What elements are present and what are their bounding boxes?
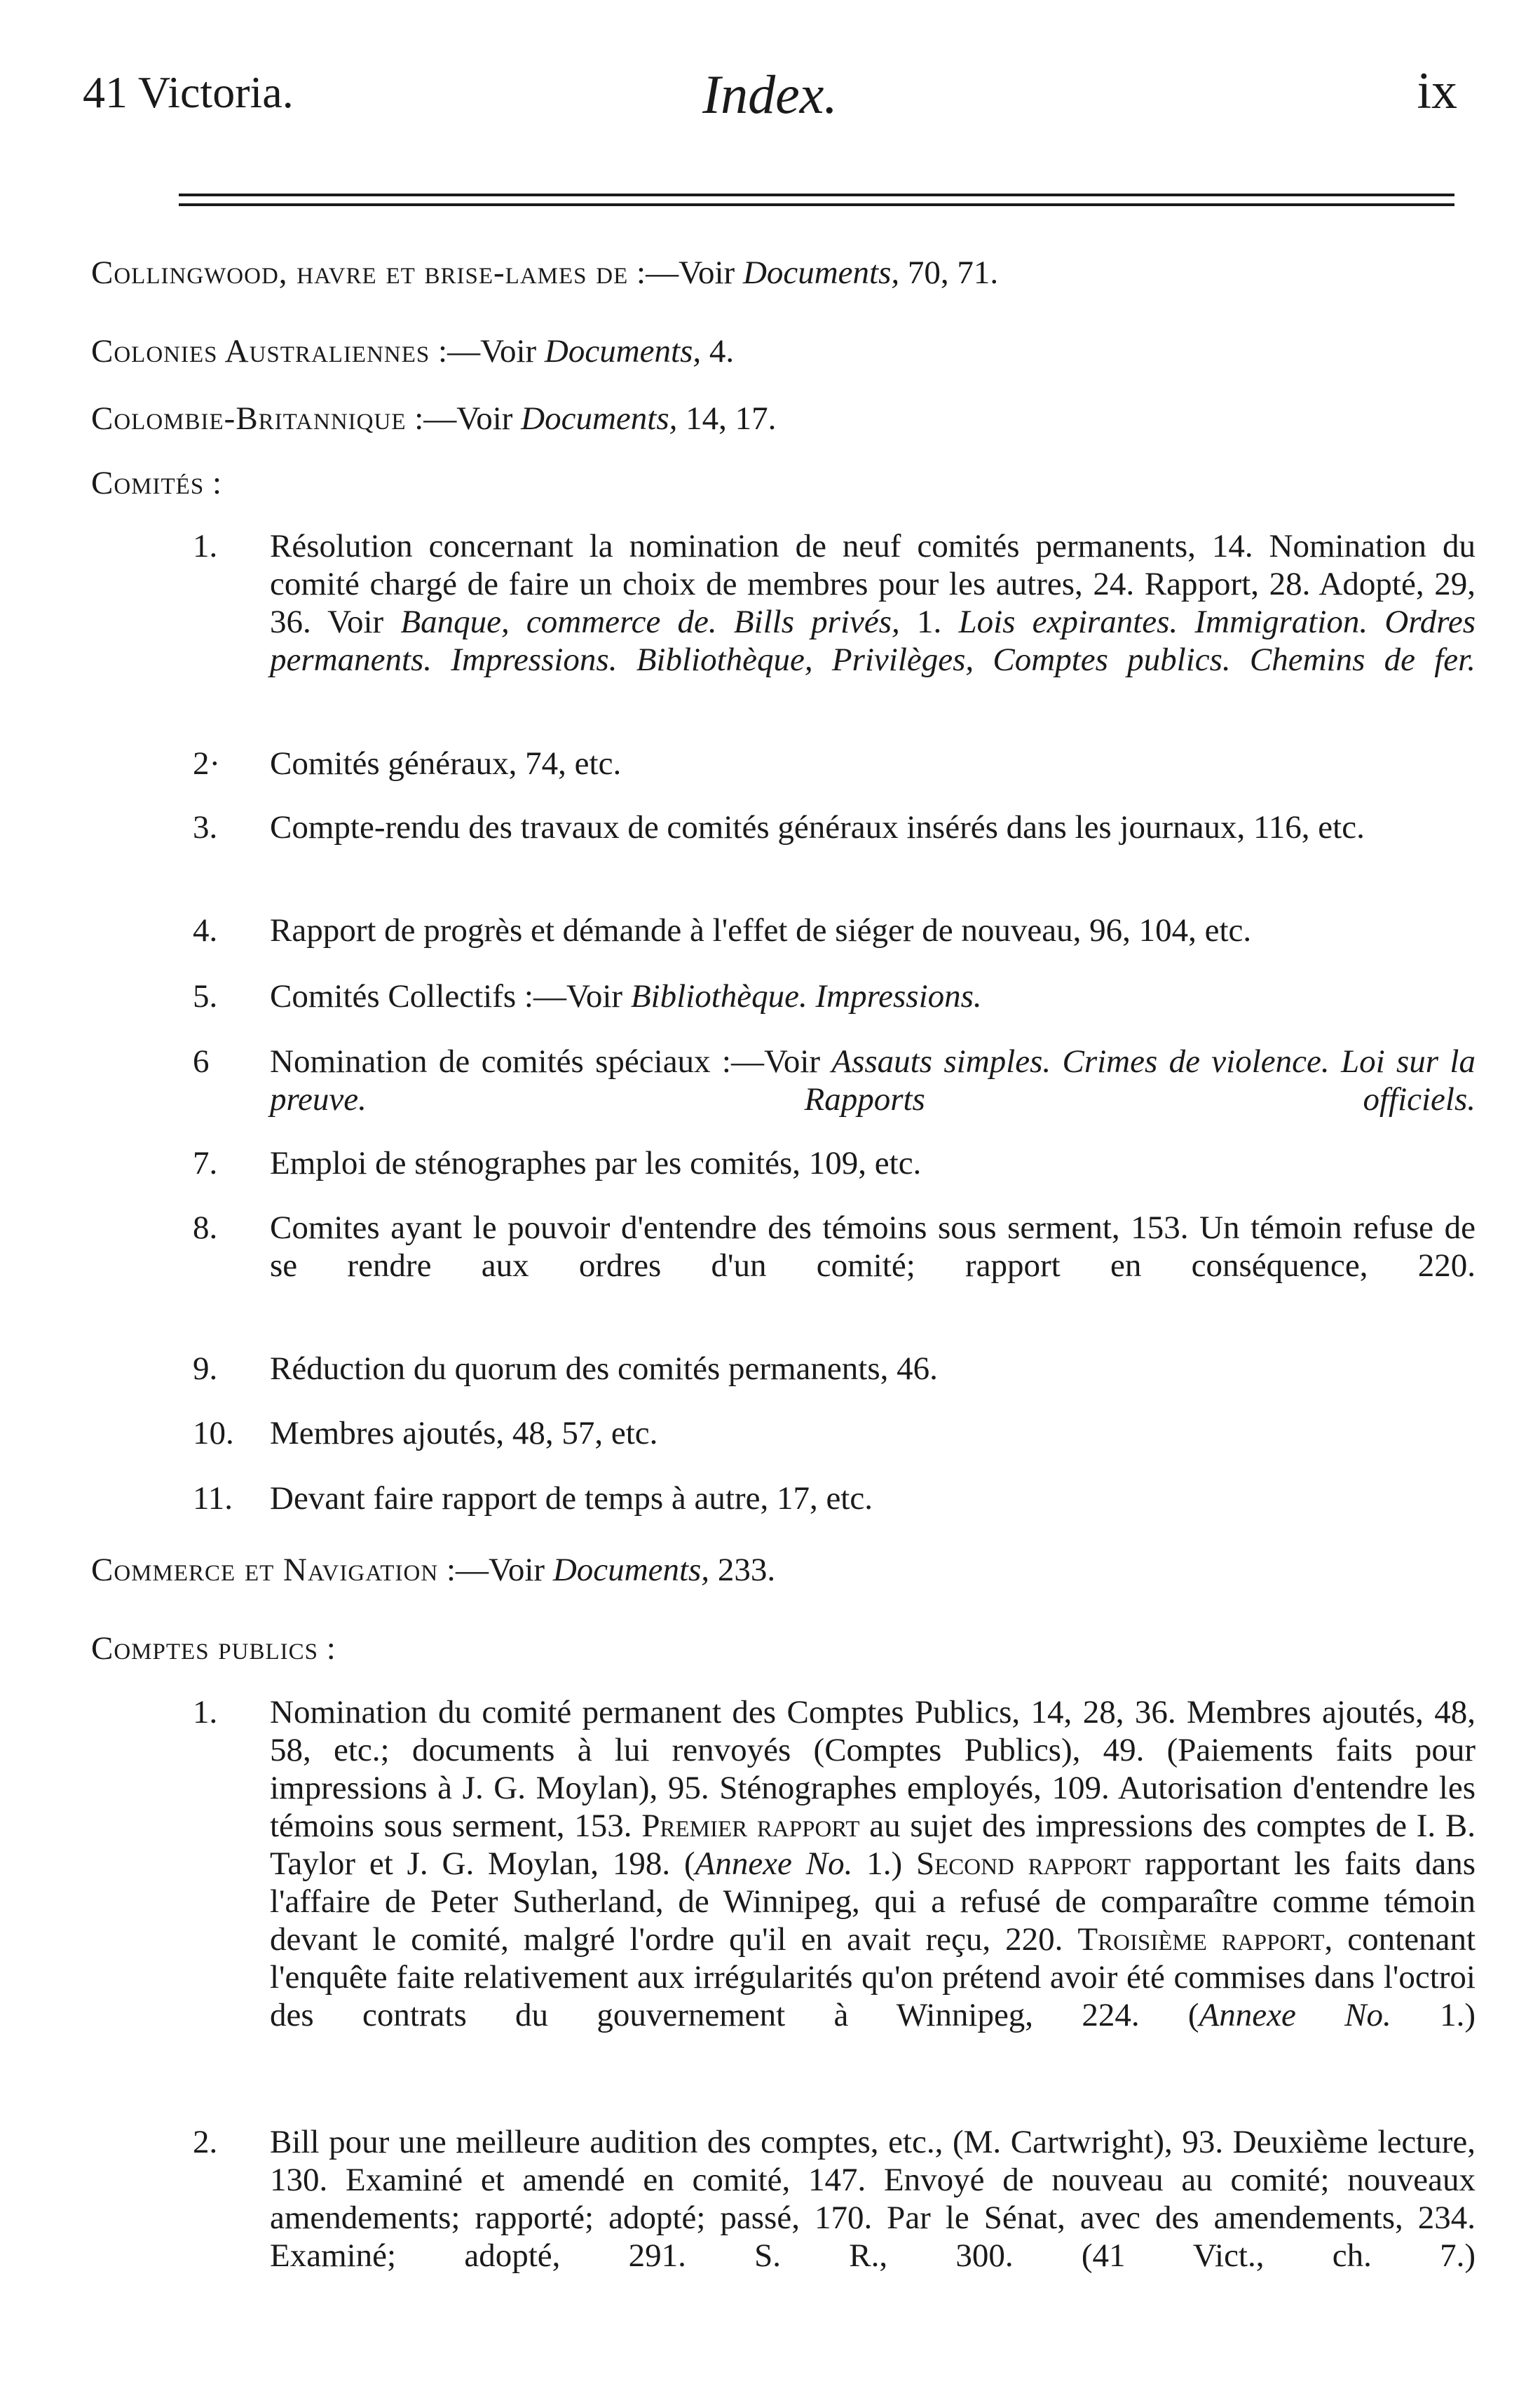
header-volume: 41 Victoria. [83, 67, 294, 117]
entry-collingwood [91, 252, 1458, 293]
entry-commerce [91, 1550, 1458, 1590]
item-reference: Lois expirantes. Immigration. Ordres permanents. Impressions. Bibliothèque, Privilèges, Comptes publics. Chemins de fer. [270, 604, 1476, 678]
entry-colombie [91, 398, 1458, 439]
item-text: Membres ajoutés, 48, 57, etc. [270, 1415, 658, 1451]
entry-heading: Colombie-Britannique [91, 400, 407, 437]
entry-pages: 233. [709, 1552, 776, 1588]
comites-item-8 [193, 1209, 1476, 1322]
item-reference: Annexe No. [695, 1845, 853, 1882]
entry-pages: 4. [701, 333, 735, 370]
item-number: 1. [193, 1694, 218, 1730]
comites-item-7 [193, 1144, 1476, 1182]
item-number: 9. [193, 1350, 218, 1387]
item-number: 2. [193, 2124, 218, 2160]
item-number: 4. [193, 912, 218, 949]
comites-item-6 [193, 1043, 1476, 1156]
comites-item-5 [193, 977, 1476, 1015]
item-text: Compte-rendu des travaux de comités généraux insérés dans les journaux, 116, etc. [270, 809, 1365, 846]
comites-item-11 [193, 1479, 1476, 1517]
entry-separator: :—Voir [430, 333, 545, 370]
item-text: 1.) [852, 1845, 916, 1882]
entry-separator: :—Voir [406, 400, 522, 437]
item-text: 1.) [1391, 1997, 1476, 2033]
entry-separator: :—Voir [628, 255, 743, 291]
item-number: 6 [193, 1043, 210, 1080]
item-number: 2· [193, 745, 221, 782]
item-number: 7. [193, 1145, 218, 1181]
entry-colonies [91, 331, 1458, 372]
report-label: Troisième rapport [1077, 1921, 1325, 1958]
item-number: 11. [193, 1480, 233, 1517]
comites-item-1 [193, 527, 1476, 717]
comptes-item-1 [193, 1693, 1476, 2072]
entry-reference: Documents, [742, 255, 900, 291]
report-label: Premier rapport [641, 1808, 860, 1844]
entry-heading: Commerce et Navigation [91, 1552, 439, 1588]
entry-reference: Documents, [544, 333, 702, 370]
comptes-item-2 [193, 2123, 1476, 2312]
header-rule-top [179, 194, 1454, 196]
item-number: 10. [193, 1415, 234, 1451]
item-text: Comites ayant le pouvoir d'entendre des témoins sous serment, 153. Un témoin refuse de se rendre aux ordres d'un comité; rapport en conséquence, 220. [270, 1210, 1476, 1284]
entry-pages: 70, 71. [899, 255, 999, 291]
entry-separator: : [318, 1630, 336, 1667]
item-reference: Assauts simples. Crimes de violence. Loi sur la preuve. Rapports officiels. [270, 1043, 1476, 1118]
item-reference: Annexe No. [1199, 1997, 1391, 2033]
entry-reference: Documents, [552, 1552, 710, 1588]
item-number: 1. [193, 528, 218, 564]
item-number: 3. [193, 809, 218, 846]
item-text: , contenant l'enquête faite relativement aux irrégularités qu'on prétend avoir été commises dans l'octroi des contrats du gouvernement à Winnipeg, 224. ( [270, 1921, 1476, 2033]
comites-item-4 [193, 912, 1476, 949]
item-text: Réduction du quorum des comités permanents, 46. [270, 1350, 938, 1387]
item-text: Résolution concernant la nomination de neuf comités permanents, 14. Nomination du comité chargé de faire un choix de membres pour les autres, 24. Rapport, 28. Adopté, 29, 36. Voir [270, 528, 1476, 640]
comites-item-10 [193, 1414, 1476, 1452]
item-text: Comités généraux, 74, etc. [270, 745, 622, 782]
item-text: Emploi de sténographes par les comités, 109, etc. [270, 1145, 922, 1181]
entry-comites [91, 463, 1458, 503]
header-page-number: ix [1417, 62, 1457, 120]
item-text: Bill pour une meilleure audition des comptes, etc., (M. Cartwright), 93. Deuxième lecture, 130. Examiné et amendé en comité, 147. Envoyé de nouveau au comité; nouveaux amendements; rapporté; adopté; passé, 170. Par le Sénat, avec des amendements, 234. Examiné; adopté, 291. S. R., 300. (41 Vict., ch. 7.) [270, 2124, 1476, 2274]
report-label: Second rapport [915, 1845, 1131, 1882]
comites-item-3 [193, 808, 1476, 846]
item-text: Comités Collectifs :—Voir [270, 978, 631, 1015]
entry-separator: : [204, 465, 222, 501]
comites-item-2 [193, 745, 1476, 783]
entry-pages: 14, 17. [677, 400, 777, 437]
item-text: rapportant les faits dans l'affaire de Peter Sutherland, de Winnipeg, qui a refusé de comparaître comme témoin devant le comité, malgré l'ordre qu'il en avait reçu, 220. [270, 1845, 1476, 1958]
item-reference: Bibliothèque. Impressions. [630, 978, 982, 1015]
entry-heading: Comptes publics [91, 1630, 318, 1667]
entry-heading: Colonies Australiennes [91, 333, 430, 370]
item-text: Rapport de progrès et démande à l'effet de siéger de nouveau, 96, 104, etc. [270, 912, 1252, 949]
item-text: Nomination de comités spéciaux :—Voir [270, 1043, 832, 1080]
item-text: 1. [899, 604, 959, 640]
item-text: Nomination du comité permanent des Comptes Publics, 14, 28, 36. Membres ajoutés, 48, 58, etc.; documents à lui renvoyés (Comptes Publics), 49. (Paiements faits pour impressions à J. G. Moylan), 95. Sténographes employés, 109. Autorisation d'entendre les témoins sous serment, 153. [270, 1694, 1476, 1844]
header-title: Index. [702, 64, 838, 125]
entry-heading: Comités [91, 465, 205, 501]
entry-separator: :—Voir [438, 1552, 553, 1588]
item-text: au sujet des impressions des comptes de I. B. Taylor et J. G. Moylan, 198. ( [270, 1808, 1476, 1882]
item-reference: Banque, commerce de. Bills privés, [400, 604, 900, 640]
header-rule-bottom [179, 203, 1454, 206]
item-number: 5. [193, 978, 218, 1015]
entry-heading: Collingwood, havre et brise-lames de [91, 255, 629, 291]
item-text: Devant faire rapport de temps à autre, 17, etc. [270, 1480, 873, 1517]
entry-reference: Documents, [521, 400, 678, 437]
item-number: 8. [193, 1210, 218, 1246]
comites-item-9 [193, 1350, 1476, 1388]
entry-comptes-publics [91, 1628, 1458, 1669]
